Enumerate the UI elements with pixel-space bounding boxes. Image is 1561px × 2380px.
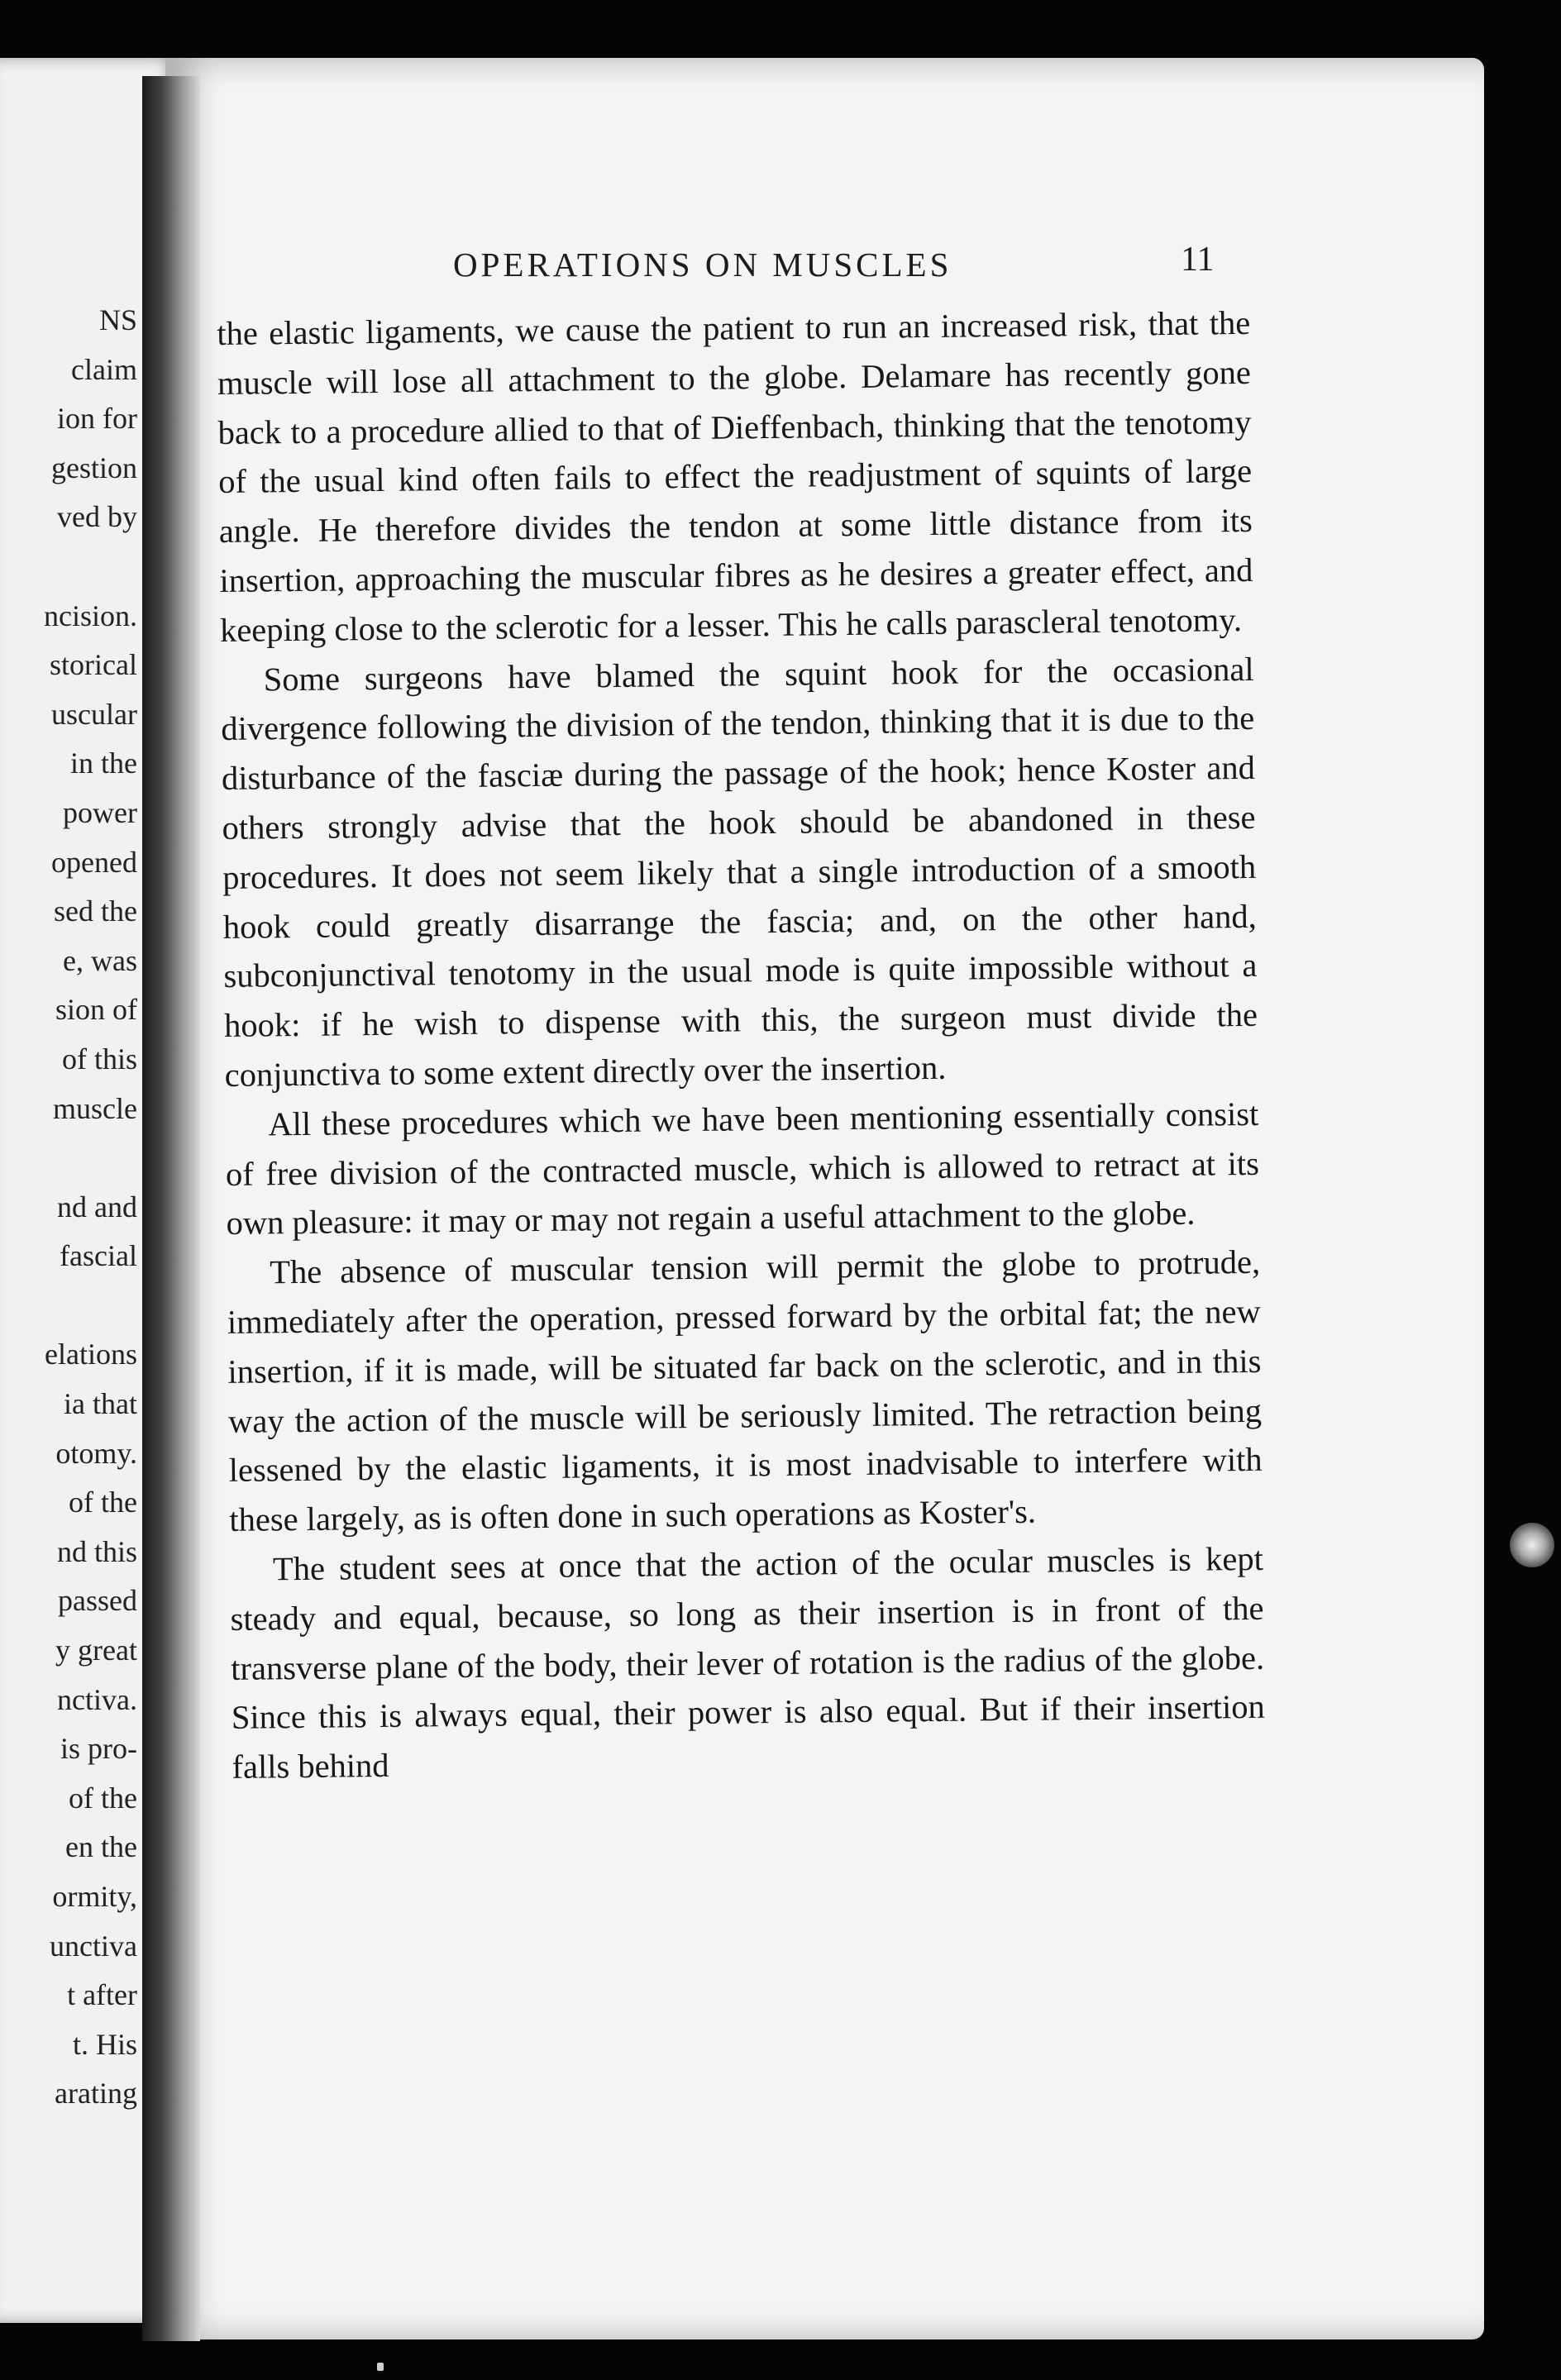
left-line: of the bbox=[69, 1781, 137, 1815]
left-line: opened bbox=[51, 845, 137, 879]
left-page-text-fragments bbox=[44, 296, 137, 2119]
left-line: fascial bbox=[60, 1239, 137, 1273]
scan-margin-ornament-icon bbox=[1510, 1523, 1554, 1567]
left-line: otomy. bbox=[55, 1436, 137, 1470]
scan-speck bbox=[377, 2363, 384, 2371]
left-line: t. His bbox=[72, 2027, 137, 2061]
left-page-header-fragment: NS bbox=[98, 303, 137, 336]
left-line bbox=[44, 542, 137, 592]
left-line: nd this bbox=[56, 1534, 137, 1568]
left-line: power bbox=[63, 795, 137, 829]
left-line: sion of bbox=[55, 993, 137, 1027]
left-line bbox=[44, 1281, 137, 1331]
left-line: uscular bbox=[51, 697, 137, 731]
paragraph: The absence of muscular tension will permit the globe to protrude, immediately after the operation, pressed forward by the orbital fat; the new insertion, if it is made, will be situated far back on the sclerotic, and in this way the action of the muscle will be seriously limited. The retraction being lessened by the elastic ligaments, it is most inadvisable to interfere with these largely, as is often done in such operations as Koster's. bbox=[227, 1242, 1263, 1539]
left-line: is pro- bbox=[60, 1732, 137, 1766]
left-line: arating bbox=[55, 2077, 137, 2111]
left-line: nctiva. bbox=[57, 1682, 137, 1716]
left-line: muscle bbox=[53, 1091, 137, 1125]
paragraph: Some surgeons have blamed the squint hook for the occasional divergence following the division of the tendon, thinking that it is due to the disturbance of the fasciæ during the passage of the hook; hence Koster and others strongly advise that the hook should be abandoned in these procedures. It does not seem likely that a single introduction of a smooth hook could greatly disarrange the fascia; and, on the other hand, subconjunctival tenotomy in the usual mode is quite impossible without a hook: if he wish to dispense with this, the surgeon must divide the conjunctiva to some extent directly over the insertion. bbox=[221, 650, 1258, 1094]
left-line: claim bbox=[71, 352, 137, 386]
left-line: in the bbox=[70, 746, 137, 780]
left-line: elations bbox=[45, 1338, 137, 1371]
left-line: gestion bbox=[51, 451, 137, 484]
left-line: ia that bbox=[64, 1387, 137, 1421]
left-line: e, was bbox=[63, 943, 137, 977]
paragraph: The student sees at once that the action of the ocular muscles is kept steady and equal, because, so long as their insertion is in front of the transverse plane of the body, their lever of rotation is the radius of the globe. Since this is always equal, their power is also equal. But if their insertion falls behind bbox=[230, 1539, 1266, 1786]
left-line: y great bbox=[55, 1634, 137, 1667]
left-line: passed bbox=[58, 1584, 137, 1618]
left-line: sed the bbox=[54, 894, 137, 928]
left-line: t after bbox=[67, 1978, 137, 2012]
running-header: OPERATIONS ON MUSCLES bbox=[453, 246, 952, 284]
left-line: of this bbox=[61, 1042, 137, 1076]
left-line: storical bbox=[50, 648, 137, 682]
left-line: nd and bbox=[57, 1190, 137, 1223]
left-line: unctiva bbox=[50, 1929, 137, 1963]
left-line: ved by bbox=[57, 500, 137, 534]
paragraph: All these procedures which we have been mentioning essentially consist of free division of the contracted muscle, which is allowed to retract at its own pleasure: it may or may not regain a useful attachment to the globe. bbox=[225, 1095, 1260, 1242]
left-line: en the bbox=[65, 1830, 137, 1864]
left-line: ion for bbox=[57, 402, 137, 436]
book-spine-gutter bbox=[142, 76, 200, 2341]
page-body bbox=[217, 298, 1266, 1792]
paragraph: the elastic ligaments, we cause the patient to run an increased risk, that the muscle will lose all attachment to the globe. Delamare has recently gone back to a procedure allied to that of Dieffenbach, thinking that the tenotomy of the usual kind often fails to effect the readjustment of squints of large angle. He therefore divides the tendon at some little distance from its insertion, approaching the muscular fibres as he desires a greater effect, and keeping close to the sclerotic for a lesser. This he calls parascleral tenotomy. bbox=[217, 303, 1253, 649]
page-number: 11 bbox=[1181, 241, 1215, 279]
left-line: of the bbox=[69, 1486, 137, 1519]
left-line: ormity, bbox=[52, 1880, 137, 1913]
left-line bbox=[44, 1133, 137, 1183]
left-line: ncision. bbox=[44, 599, 137, 632]
